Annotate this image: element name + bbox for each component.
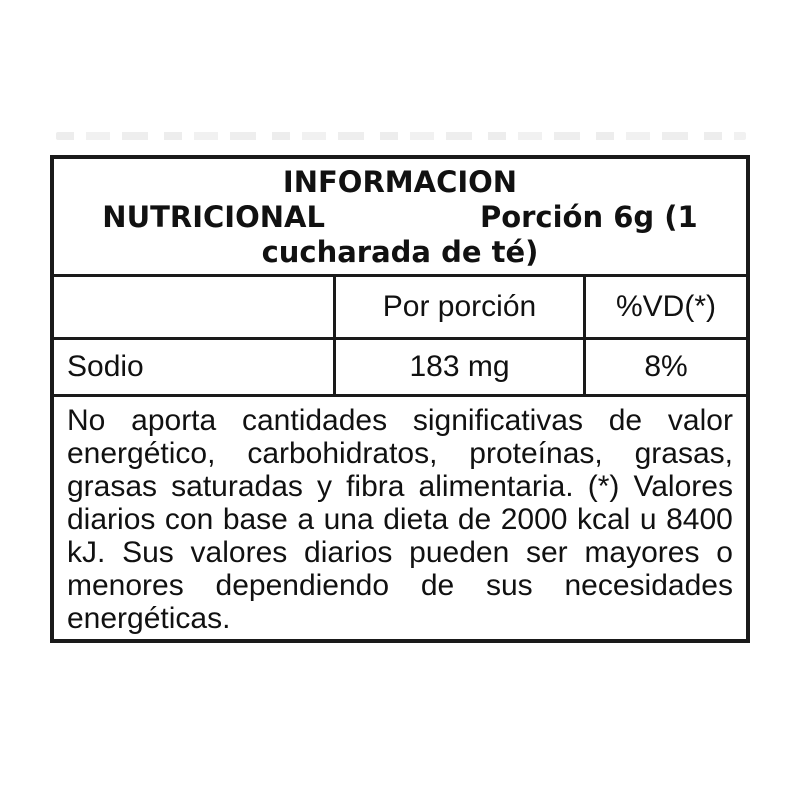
footnote-line: No aporta cantidades significativas de valor [67,404,733,437]
faded-cropped-text-strip [56,132,746,140]
header-title-nutricional: NUTRICIONAL [102,200,325,234]
header-serving-part2: cucharada de té) [261,235,539,269]
nutrition-table [50,155,750,643]
column-header-percent-vd: %VD(*) [583,277,746,337]
footnote-line: kJ. Sus valores diarios pueden ser mayores o [67,536,733,569]
column-header-per-serving: Por porción [333,277,583,337]
header-title-line1: INFORMACION [282,165,518,199]
table-row-sodio [54,340,746,397]
nutrient-name: Sodio [67,350,144,383]
column-header-row [54,277,746,340]
table-header [54,159,746,277]
footnote-line: menores dependiendo de sus necesidades [67,569,733,602]
header-title-line2 [54,200,746,235]
footnote-line: grasas saturadas y fibra alimentaria. (*) Valores [67,470,733,503]
nutrient-amount: 183 mg [333,340,583,394]
column-header-empty [54,277,333,337]
header-serving-part1: Porción 6g (1 [479,200,698,234]
footnote-line: energéticas. [67,602,231,635]
footnote [54,397,746,639]
nutrient-percent-vd: 8% [583,340,746,394]
footnote-line: energético, carbohidratos, proteínas, grasas, [67,437,733,470]
footnote-line: diarios con base a una dieta de 2000 kcal u 8400 [67,503,733,536]
